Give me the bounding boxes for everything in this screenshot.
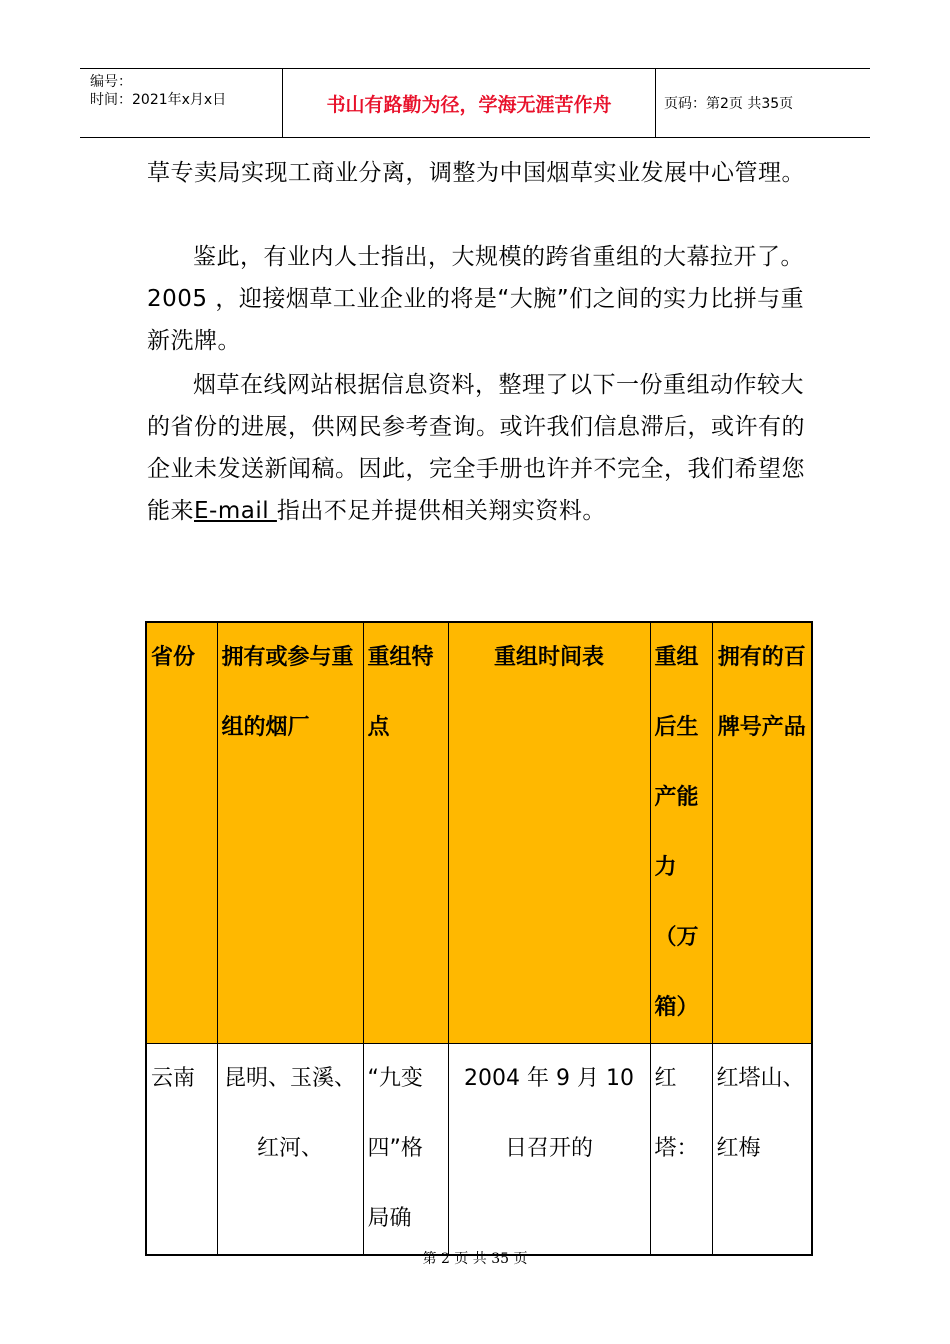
cell-features: “九变四”格局确: [363, 1044, 448, 1256]
email-link[interactable]: E-mail: [194, 498, 277, 524]
header-timeline: 重组时间表: [448, 622, 650, 1044]
header-capacity: 重组后生产能力（万箱）: [650, 622, 712, 1044]
table-header-row: [146, 622, 812, 1044]
header-page-info: 页码：第2页 共35页: [664, 96, 794, 112]
header-factories: 拥有或参与重组的烟厂: [217, 622, 363, 1044]
number-label: 编号：: [90, 74, 132, 90]
cell-factories: 昆明、玉溪、红河、: [217, 1044, 363, 1256]
header-brands: 拥有的百牌号产品: [712, 622, 812, 1044]
time-label: 时间：2021年x月x日: [90, 92, 227, 108]
header-meta: [80, 69, 282, 137]
paragraph-3-tail: 指出不足并提供相关翔实资料。: [276, 498, 606, 524]
paragraph-3-text: 烟草在线网站根据信息资料，整理了以下一份重组动作较大的省份的进展，供网民参考查询。或许我们信息滞后，或许有的企业未发送新闻稿。因此，完全手册也许并不完全，我们希望您能来: [147, 372, 805, 524]
paragraph-2: 鉴此，有业内人士指出，大规模的跨省重组的大幕拉开了。 2005 ，迎接烟草工业企业的将是“大腕”们之间的实力比拼与重新洗牌。: [147, 244, 805, 354]
header-motto: 书山有路勤为径，学海无涯苦作舟: [282, 69, 656, 137]
cell-province: 云南: [146, 1044, 217, 1256]
header-features: 重组特点: [363, 622, 448, 1044]
header-province: 省份: [146, 622, 217, 1044]
cell-capacity: 红塔：: [650, 1044, 712, 1256]
table-row: [146, 1044, 812, 1256]
cell-timeline: 2004 年 9 月 10 日召开的: [448, 1044, 650, 1256]
paragraph-1: 草专卖局实现工商业分离，调整为中国烟草实业发展中心管理。: [147, 160, 805, 186]
page-footer: 第 2 页 共 35 页: [422, 1251, 528, 1267]
paragraph-3: [147, 364, 817, 532]
cell-brands: 红塔山、红梅: [712, 1044, 812, 1256]
page-header: [80, 68, 870, 138]
reorganization-table: [145, 621, 813, 1256]
